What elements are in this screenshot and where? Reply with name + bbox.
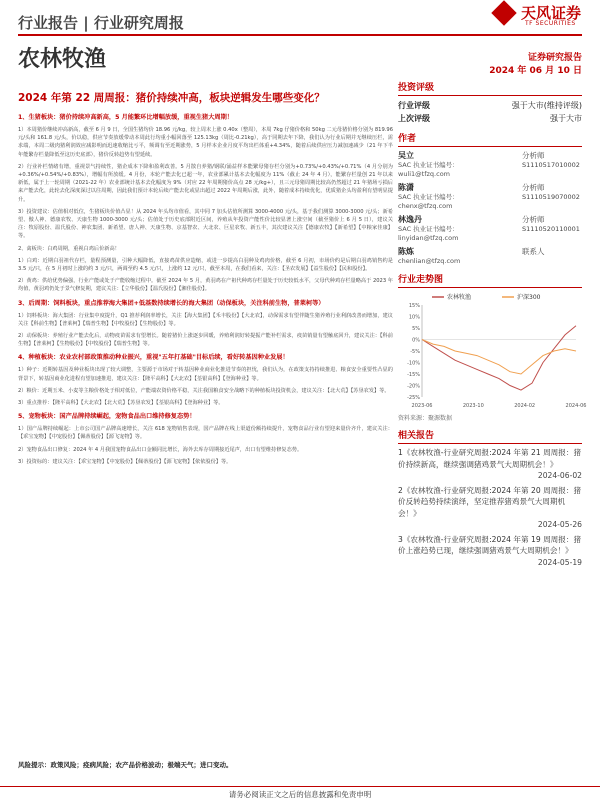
- trend-heading: 行业走势图: [398, 272, 582, 288]
- x-tick-label: 2024-06: [565, 403, 587, 409]
- rating-key: 行业评级: [398, 101, 430, 110]
- rating-key: 上次评级: [398, 114, 430, 123]
- rating-row: [398, 99, 582, 112]
- trend-chart: [398, 291, 587, 411]
- analyst-role: 联系人: [522, 247, 545, 256]
- section-paragraph: 3）投资标的：建议关注：【乖宝宠物】【中宠股份】【佩蒂股份】【源飞宠物】【依依股份】等。: [18, 458, 232, 465]
- rating-value: 强于大市(维持评级): [511, 101, 582, 110]
- section-heading: 3、后周期：饲料板块，重点推荐海大集团+低基数持续增长的海大集团（动保板块，关注科前生物，普莱柯等）: [18, 299, 325, 307]
- related-report-date: 2024-06-02: [537, 471, 582, 480]
- cert-number: S1110517010002: [522, 161, 580, 169]
- section-paragraph: 1）本周猪价继续冲高新高，截至 6 月 9 日，全国生猪均价 18.96 元/kg，较上周末上涨 0.40x（整周），本周 7kg 仔猪价格和 50kg 二元母猪价格分别为 819.96 元/头和 161.8 元/头，价以稳，供应节奏放缓带动本周此行均重小幅回落至 125.13kg（周比-0.21kg），高于同期去年下降，我们认为行业后期并无继续压栏，需求端，本周二级肉猪利润效应减影明而迅速收缩比亏平，频调有至近期涨势，5 月样本企业月度平均出栏体重+4.34%，随着后续供应压力减加速减少（21 年下半年能繁存栏量降低至这历史底部），猪价反转趋势有望延续。: [18, 127, 394, 158]
- analyst-cert-row: [398, 161, 582, 170]
- report-series-title: 行业报告 | 行业研究周报: [18, 14, 184, 32]
- section-paragraph: 2）动保板块：养殖行业产能去化后，动物疫苗需求有望增长。随着猪价上涨逐步回暖，养殖利润好转提振产能补栏需求，疫苗销量有望触底回升，建议关注：【科前生物】【普莱柯】【生物股份】【中牧股份】【瑞普生物】等。: [18, 333, 393, 348]
- analyst-card: [398, 150, 582, 179]
- section-paragraph: 2）行业补栏情绪有增，重视景气持续性，猪企成本下降和盈利改善。5 月散自养猪/钢联/涌益样本能繁母猪存栏分别为+0.73%/+0.43%/+0.71%（4 月分别为+0.36%/+0.54%/+0.83%），增幅有所放缓。4 月份，本轮产能去化已超一年，农业部累计基本去化幅度为 11%（截止 24 年 4 月），能繁存栏量创 21 年以来新低，属于上一轮周期（2021-22 年）农业部统计基本去化幅度为 9%（对应 22 年周期猪价高点 28 元/kg+），且三元母猪周期比较高仍然超过 21 年猪场亏损后来产能去化，此轮去化深度深过以往周期，因此我们预计本轮后续产能去化或显出超过 2022 年周期后涨，此外，随着成本持续优化，优质猪企头均盈利有望明显提升。: [18, 163, 393, 203]
- related-report-date: 2024-05-19: [537, 557, 582, 567]
- legend-label: 农林牧渔: [447, 294, 472, 301]
- section-paragraph: 3）重点推荐：【隆平高科】【大北农】【北大荒】【苏垦农发】【荃银高科】【登海种业】等。: [18, 400, 224, 407]
- section-paragraph: 2、禽板块：白鸡周期，重视白鸡后价新高！: [18, 245, 120, 252]
- analyst-role: 分析师: [522, 215, 545, 224]
- related-report[interactable]: [398, 534, 582, 569]
- analyst-cert-row: [398, 193, 582, 202]
- x-tick-label: 2023-10: [462, 403, 484, 409]
- related-report-title: 1《农林牧渔-行业研究周报:2024 年第 21 周周报：猪价持续新高，继续强调猪鸡景气大周期机会！》: [398, 448, 582, 469]
- legend-label: 沪深300: [517, 294, 541, 301]
- cert-number: S1110520110001: [522, 225, 580, 233]
- logo-en-text: TF SECURITIES: [525, 20, 576, 27]
- section-paragraph: 2）黄鸡：供给优势偏强，行业产能或处于产能收缩过程中。截至 2024 年 5 月，黄羽鸡在产祖代种鸡存栏量处于历史较低水平，父母代种鸡存栏量略高于 2023 年均值，黄羽鸡仍处于景气修复期，建议关注：【立华股份】【温氏股份】【湘佳股份】。: [18, 278, 393, 293]
- series-line: [422, 340, 576, 375]
- analyst-role: 分析师: [522, 151, 545, 160]
- section-paragraph: 1）饲料板块：海大集团：行业集中度提升，Q1 推荐利润率增长，关注【海大集团】【禾丰股份】【大北农】，动保需求有望伴随生猪养殖行业利润改善而增加，建议关注【科前生物】【普莱柯】【瑞普生物】【中牧股份】【生物股份】等。: [18, 312, 393, 327]
- analyst-name-row: [398, 246, 582, 257]
- section-paragraph: 1）种子：近期转基因及种业板块出现了较大调整，主要源于市场对于转基因种业商业化推进节奏的担忧，我们认为，在政策支持持续推进、粮食安全重要性凸显的背景下，转基因商业化进程有望加速推进，建议关注：【隆平高科】【大北农】【荃银高科】【登海种业】等。: [18, 367, 393, 382]
- rating-value: 强于大市: [550, 114, 582, 123]
- y-tick-label: -15%: [407, 372, 420, 378]
- rating-heading: 投资评级: [398, 80, 582, 96]
- related-heading: 相关报告: [398, 428, 582, 444]
- risk-warning: 风险提示：政策风险；疫病风险；农产品价格波动；极端天气；进口变动。: [18, 761, 233, 769]
- report-type: 证券研究报告: [527, 53, 582, 63]
- x-tick-label: 2024-02: [514, 403, 536, 409]
- cert-label: SAC 执业证书编号：: [398, 225, 459, 233]
- y-tick-label: -25%: [407, 395, 420, 401]
- page-footer: 请务必阅读正文之后的信息披露和免责申明: [0, 786, 600, 800]
- report-date: 2024 年 06 月 10 日: [489, 66, 582, 76]
- related-list: [398, 447, 582, 568]
- analyst-card: [398, 182, 582, 211]
- chart-source: 资料来源：聚源数据: [398, 415, 453, 422]
- analyst-name: 陈炼: [398, 247, 414, 256]
- section-paragraph: 2）粮价：近期玉米、小麦等主粮价格处于相对低位，产能端农资价格平稳，关注我国粮食安全战略下的种植板块投资机会，建议关注：【北大荒】【苏垦农发】等。: [18, 387, 390, 394]
- analyst-name-row: [398, 214, 582, 225]
- analyst-list: [398, 150, 582, 266]
- analysts-heading: 作者: [398, 131, 582, 147]
- analyst-name: 吴立: [398, 151, 414, 160]
- section-heading: 4、种植板块：农业农村部政策推动种业振兴，重视"五年打基础"目标后续，看好转基因种业发展！: [18, 354, 289, 362]
- analyst-email[interactable]: chenx@tfzq.com: [398, 202, 453, 210]
- y-tick-label: -20%: [407, 383, 420, 390]
- cert-label: SAC 执业证书编号：: [398, 161, 459, 169]
- section-heading: 1、生猪板块：猪价持续冲高新高，5 月能繁环比增幅放缓，重视生猪大周期！: [18, 114, 233, 121]
- analyst-name: 陈潇: [398, 183, 414, 192]
- y-tick-label: 15%: [408, 303, 420, 309]
- related-report[interactable]: [398, 447, 582, 482]
- section-heading: 5、宠物板块：国产品牌持续崛起，宠物食品出口维持修复态势！: [18, 413, 196, 421]
- analyst-role: 分析师: [522, 183, 545, 192]
- analyst-email[interactable]: chenlian@tfzq.com: [398, 257, 461, 265]
- x-tick-label: 2023-06: [411, 403, 433, 409]
- rating-row: [398, 112, 582, 125]
- analyst-card: [398, 214, 582, 243]
- trend-chart-svg: [398, 291, 587, 411]
- report-subtitle: 2024 年第 22 周周报：猪价持续冲高，板块逆辑发生哪些变化？: [18, 92, 325, 104]
- y-tick-label: 10%: [408, 314, 420, 321]
- section-paragraph: 3）投资建议：估值相对低位，生猪板块价值凸显！从 2024 年头均市值看，其中同 7 加头估值所测算 3000-4000 元/头，基于我们测算 3000-3000 元/头；新希望、傲人神、德康农牧、天康生物 1000-3000 元/头；估值处于历史底部附近区间，养殖从年投资产能性价比较显著上涨空间（截至猪价上 6 月 5 日），建议关注：牧原股份、温氏股份、神农集团、新希望、唐人神、天康生物、京基智农、大北农、巨星农牧、新五丰，其次建议关注【德康农牧】【新希望】【中粮家佳康】等。: [18, 208, 393, 240]
- series-line: [422, 326, 576, 390]
- related-report-date: 2024-05-26: [537, 520, 582, 529]
- y-tick-label: -5%: [410, 349, 420, 355]
- cert-number: S1110519070002: [522, 193, 580, 201]
- header-divider: [18, 34, 582, 36]
- rating-table: [398, 99, 582, 125]
- y-tick-label: 5%: [412, 326, 420, 332]
- logo-diamond-icon: [491, 0, 516, 25]
- related-report-title: 2《农林牧渔-行业研究周报:2024 年第 20 周周报：猪价反转趋势持续演绎，坚定推荐猪鸡景气大周期机会！》: [398, 485, 582, 518]
- cert-label: SAC 执业证书编号：: [398, 193, 459, 201]
- analyst-name: 林逸丹: [398, 215, 422, 224]
- analyst-name-row: [398, 182, 582, 193]
- section-paragraph: 1）白鸡：近期白羽祖代存栏，量程预测量，引种大幅降低，直接鸡苗供应造缩，或进一步提高白羽种及鸡肉价格，截至 6 月初，市场价约是后期白羽鸡销售约是 3.5 元/只，在 5 月初时上涨的约 3 元/只，两调至约 4.5 元/只，上涨约 12 元/只，截至本周，在我们看来，关注：【圣农发展】【益生股份】【民和股份】。: [18, 257, 393, 273]
- section-paragraph: 1）国产品牌持续崛起：上市公司国产品牌高速增长，关注 618 宠物销售表现，国产品牌在线上渠道份额持续提升，宠物食品行业有望迎来量价齐升，建议关注：【乖宝宠物】【中宠股份】【佩蒂股份】【源飞宠物】等。: [18, 426, 393, 441]
- analyst-cert-row: [398, 225, 582, 234]
- company-logo: [495, 2, 595, 32]
- main-body: [18, 108, 393, 788]
- section-paragraph: 2）宠物食品出口修复：2024 年 4 月我国宠物食品出口金额同比增长，海外去库存周期接近尾声，出口有望维持修复态势。: [18, 446, 303, 453]
- analyst-email[interactable]: linyidan@tfzq.com: [398, 234, 459, 242]
- related-report-title: 3《农林牧渔-行业研究周报:2024 年第 19 周周报：猪价上涨趋势已现，继续强调猪鸡景气大周期机会！》: [398, 534, 582, 555]
- y-tick-label: -10%: [407, 360, 420, 367]
- analyst-email[interactable]: wuli1@tfzq.com: [398, 170, 451, 178]
- analyst-card: [398, 246, 582, 266]
- sidebar: [398, 80, 587, 790]
- logo-cn-text: 天风证券: [521, 4, 582, 22]
- related-report[interactable]: [398, 485, 582, 531]
- y-tick-label: 0%: [412, 337, 420, 344]
- analyst-name-row: [398, 150, 582, 161]
- page-title: 农林牧渔: [18, 47, 107, 72]
